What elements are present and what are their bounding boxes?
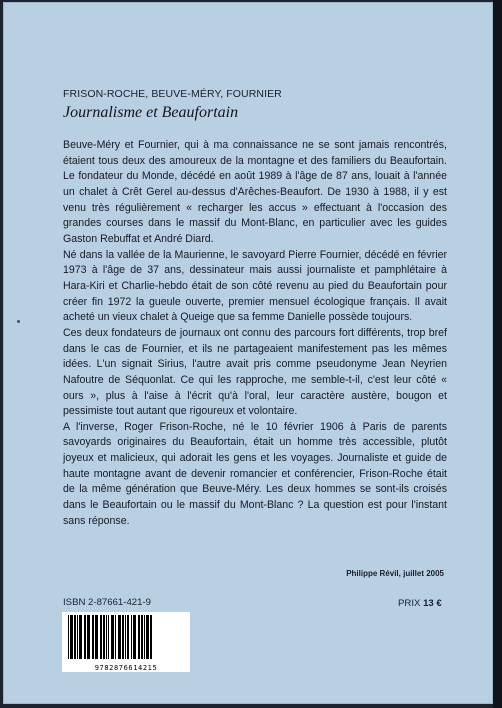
price-value: 13 € xyxy=(423,598,442,609)
barcode-bar xyxy=(118,615,121,659)
authors-heading: FRISON-ROCHE, BEUVE-MÉRY, FOURNIER xyxy=(63,88,282,100)
barcode-bar xyxy=(68,615,69,659)
barcode-bar xyxy=(103,615,105,659)
barcode-bar xyxy=(150,615,152,659)
barcode-bar xyxy=(106,615,107,659)
barcode-bar xyxy=(108,615,109,659)
barcode-bar xyxy=(144,615,145,659)
isbn-number: ISBN 2-87661-421-9 xyxy=(63,597,151,608)
barcode-bar xyxy=(122,615,124,659)
blurb-paragraph-4: A l'inverse, Roger Frison-Roche, né le 10 février 1906 à Paris de parents savoyards originaires du Beaufortain, était un homme très accessible, plutôt joyeux et malicieux, qui adorait les gens et les voyages. Journaliste et guide de haute montagne avant de devenir romancier et conférencier, Frison-Roche était de la même génération que Beuve-Méry. Les deux hommes se sont-ils croisés dans le Beaufortain ou le massif du Mont-Blanc ? La question est pour l'instant sans réponse. xyxy=(63,420,447,527)
book-title: Journalisme et Beaufortain xyxy=(63,104,239,121)
barcode-digits: 9782876614215 xyxy=(94,664,158,672)
barcode-bar xyxy=(100,615,102,659)
barcode-bar xyxy=(131,615,132,659)
barcode-bar xyxy=(138,615,140,659)
barcode xyxy=(62,612,190,672)
signature: Philippe Révil, juillet 2005 xyxy=(346,569,444,578)
blurb-paragraph-1: Beuve-Méry et Fournier, qui à ma connaissance ne se sont jamais rencontrés, étaient tous deux des amoureux de la montagne et des familiers du Beaufortain. Le fondateur du Monde, décédé en août 1989 à l'âge de 87 ans, louait à l'année un chalet à Crêt Gerel au-dessus d'Arêches-Beaufort. De 1930 à 1988, il y est venu très régulièrement « recharger les accus » effectuant à l'occasion des grandes courses dans le massif du Mont-Blanc, en particulier avec les guides Gaston Rebuffat et André Diard. xyxy=(63,139,447,245)
blurb-paragraph-2: Né dans la vallée de la Maurienne, le savoyard Pierre Fournier, décédé en février 1973 à l'âge de 37 ans, dessinateur mais aussi journaliste et pamphlétaire à Hara-Kiri et Charlie-hebdo était de son côté revenu au pied du Beaufortain pour créer fin 1972 la gueule ouverte, premier mensuel écologique français. Il avait acheté un vieux chalet à Queige que sa femme Danielle possède toujours. xyxy=(63,248,447,324)
barcode-bar xyxy=(95,615,98,659)
price-label: PRIX xyxy=(398,598,421,609)
barcode-bar xyxy=(70,615,73,659)
barcode-bars xyxy=(62,612,190,662)
barcode-bar xyxy=(77,615,78,659)
barcode-bar xyxy=(115,615,116,659)
barcode-bar xyxy=(74,615,76,659)
blurb-paragraph-3: Ces deux fondateurs de journaux ont connu des parcours fort différents, trop bref dans le cas de Fournier, et ils ne partageaient manifestement pas les mêmes idées. L'un signait Sirius, l'autre avait pris comme pseudonyme Jean Neyrien Nafoutre de Séquonlat. Ce qui les rapproche, me semble-t-il, c'est leur côté « ours », plus à l'aise à l'écrit qu'à l'oral, leur caractère austère, bougon et pessimiste tout autant que rigoureux et volontaire. xyxy=(63,326,447,418)
barcode-bar xyxy=(141,615,143,659)
cover-crease-mark xyxy=(17,320,20,323)
barcode-bar xyxy=(146,615,149,659)
price xyxy=(398,598,442,609)
barcode-bar xyxy=(92,615,94,659)
barcode-bar xyxy=(133,615,136,659)
barcode-bar xyxy=(125,615,126,659)
book-spine-edge xyxy=(493,0,502,708)
barcode-bar xyxy=(79,615,82,659)
barcode-bar xyxy=(84,615,86,659)
back-cover-blurb xyxy=(63,138,447,529)
barcode-bar xyxy=(111,615,114,659)
barcode-bar xyxy=(87,615,90,659)
barcode-bar xyxy=(127,615,129,659)
